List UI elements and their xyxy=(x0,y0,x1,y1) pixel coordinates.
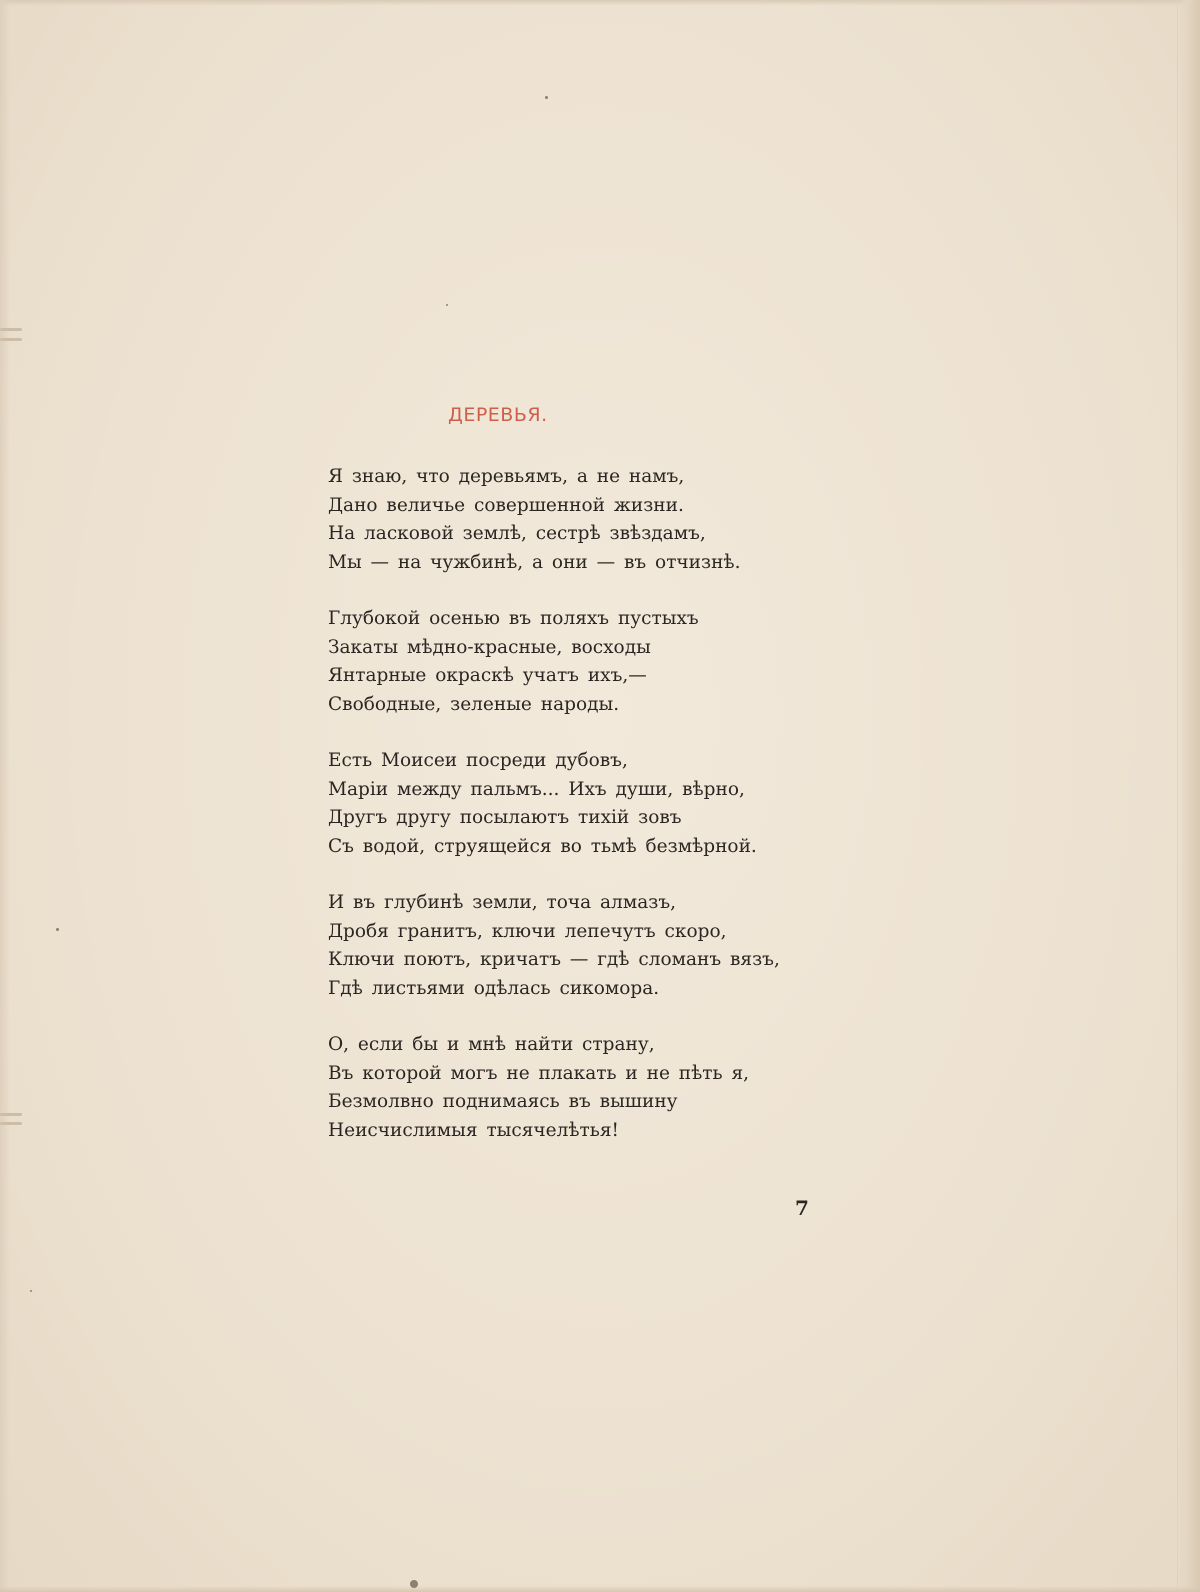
poem-line: Въ которой могъ не плакать и не пѣть я, xyxy=(328,1062,750,1084)
poem-line: Свободные, зеленые народы. xyxy=(328,693,620,715)
stanza xyxy=(328,747,848,861)
poem-line: На ласковой землѣ, сестрѣ звѣздамъ, xyxy=(328,523,706,544)
poem-line: Закаты мѣдно-красные, восходы xyxy=(328,636,651,658)
binding-mark xyxy=(0,338,22,341)
page-edge-right xyxy=(1177,0,1200,1592)
poem-line: Марiи между пальмъ... Ихъ души, вѣрно, xyxy=(328,778,745,800)
poem-line: Дано величье совершенной жизни. xyxy=(328,494,684,516)
poem-line: Дробя гранитъ, ключи лепечутъ скоро, xyxy=(328,920,727,942)
paper-speck xyxy=(30,1290,32,1292)
poem-line: Есть Моисеи посреди дубовъ, xyxy=(328,750,628,771)
page-edge-top xyxy=(0,0,1200,6)
poem-line: Съ водой, струящейся во тьмѣ безмѣрной. xyxy=(328,835,757,857)
stanza xyxy=(328,605,848,719)
paper-speck xyxy=(545,96,548,99)
paper-speck xyxy=(56,928,59,931)
poem-line: Неисчислимыя тысячелѣтья! xyxy=(328,1119,619,1141)
poem-line: Ключи поютъ, кричатъ — гдѣ сломанъ вязъ, xyxy=(328,949,780,970)
poem-line: Гдѣ листьями одѣлась сикомора. xyxy=(328,977,660,999)
poem-line: Я знаю, что деревьямъ, а не намъ, xyxy=(328,466,685,487)
stanza xyxy=(328,463,848,577)
paper-speck xyxy=(410,1580,418,1588)
paper-speck xyxy=(446,304,448,306)
page-edge-bottom xyxy=(0,1586,1200,1592)
poem-line: Глубокой осенью въ поляхъ пустыхъ xyxy=(328,608,699,629)
poem-title: ДЕРЕВЬЯ. xyxy=(448,404,548,426)
poem-line: Мы — на чужбинѣ, а они — въ отчизнѣ. xyxy=(328,551,741,573)
page-number: 7 xyxy=(795,1196,809,1220)
page-edge-left xyxy=(0,0,10,1592)
poem-line: Другъ другу посылаютъ тихiй зовъ xyxy=(328,807,682,828)
poem-line: О, если бы и мнѣ найти страну, xyxy=(328,1034,655,1055)
binding-mark xyxy=(0,328,22,331)
binding-mark xyxy=(0,1113,22,1116)
poem-line: И въ глубинѣ земли, точа алмазъ, xyxy=(328,892,676,913)
stanza xyxy=(328,889,848,1003)
poem-line: Безмолвно поднимаясь въ вышину xyxy=(328,1091,678,1112)
binding-mark xyxy=(0,1122,22,1125)
stanza xyxy=(328,1031,848,1145)
poem-body xyxy=(328,463,848,1173)
poem-line: Янтарные окраскѣ учатъ ихъ,— xyxy=(328,665,647,686)
